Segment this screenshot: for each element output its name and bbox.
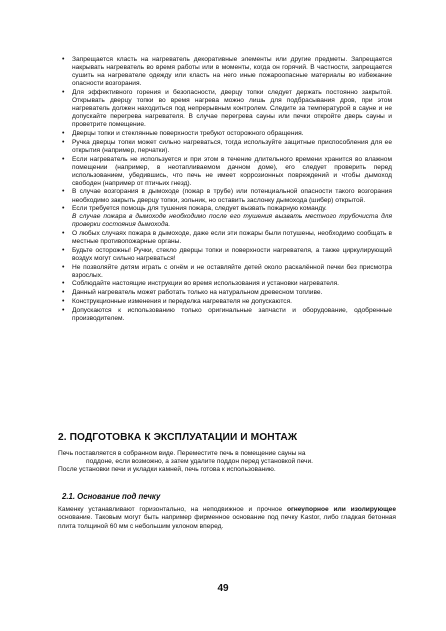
subsection-heading: 2.1. Основание под печку bbox=[62, 492, 161, 501]
bullet-icon: • bbox=[62, 130, 65, 138]
bullet-text: Данный нагреватель может работать только на натуральном древесном топливе. bbox=[72, 289, 323, 297]
bullet-icon: • bbox=[62, 56, 65, 63]
list-item bbox=[62, 230, 392, 246]
list-item bbox=[62, 280, 392, 288]
list-item bbox=[62, 139, 392, 155]
bullet-icon: • bbox=[62, 138, 65, 146]
subsection-bold-text: огнеупорное или изолирующее bbox=[286, 506, 396, 513]
bullet-icon: • bbox=[62, 289, 65, 297]
bullet-text: Дверцы топки и стеклянные поверхности требуют осторожного обращения. bbox=[72, 130, 304, 138]
bullet-text: Соблюдайте настоящие инструкции во время использования и установки нагревателя. bbox=[72, 280, 339, 288]
safety-bullet-list bbox=[62, 56, 392, 323]
list-item bbox=[62, 298, 392, 306]
bullet-text: Для эффективного горения и безопасности, дверцу топки следует держать постоянно закрытой. Открывать дверцу топки во время нагрева можно лишь для подбрасывания дров, при этом нагреватель должен находиться под непрерывным контролем. Следите за температурой в сауне и не допускайте перегрева нагревателя. В случае перегрева сауны или печки откройте дверь сауны и проветрите помещение. bbox=[72, 88, 392, 129]
bullet-text: Не позволяйте детям играть с огнём и не оставляйте детей около раскалённой печки без присмотра взрослых. bbox=[72, 263, 392, 279]
bullet-icon: • bbox=[62, 246, 65, 254]
list-item bbox=[62, 289, 392, 297]
bullet-text: Конструкционные изменения и переделка нагревателя не допускаются. bbox=[72, 297, 292, 305]
bullet-text: Допускаются к использованию только оригинальные запчасти и оборудование, одобренные производителем. bbox=[72, 306, 392, 322]
bullet-text: В случае возгорания в дымоходе (пожар в трубе) или потенциальной опасности такого возгорания необходимо закрыть дверцу топки, зольник, но оставить заслонку дымохода (шибер) открытой. bbox=[72, 188, 392, 204]
list-item bbox=[62, 89, 392, 129]
bullet-icon: • bbox=[62, 263, 65, 271]
subsection-text: основание. Таковым могут быть например фирменное основание под печку Kastor, либо гладкая бетонная плита толщиной 60 мм с небольшим уклоном вперед. bbox=[58, 514, 396, 530]
italic-note-text: В случае пожара в дымоходе необходимо после его тушения вызвать местного трубочиста для проверки состояния дымохода. bbox=[72, 213, 392, 229]
list-item bbox=[62, 307, 392, 323]
subsection-text: Каменку устанавливают горизонтально, на неподвижное и прочное bbox=[58, 506, 287, 513]
bullet-icon: • bbox=[62, 205, 65, 213]
list-item bbox=[62, 264, 392, 280]
section-paragraph-line: поддоне, если возможно, а затем удалите поддон перед установкой печи. bbox=[86, 458, 313, 466]
bullet-text: Если требуется помощь для тушения пожара, следует вызвать пожарную команду. bbox=[72, 205, 327, 213]
list-item bbox=[62, 56, 392, 88]
subsection-body bbox=[58, 506, 396, 531]
bullet-text: Ручка дверцы топки может сильно нагреваться, тогда используйте защитные приспособления для ее открытия (например, перчатки). bbox=[72, 138, 392, 154]
bullet-icon: • bbox=[62, 188, 65, 196]
bullet-icon: • bbox=[62, 306, 65, 314]
bullet-text: Будьте осторожны! Ручки, стекло дверцы топки и поверхности нагревателя, а также циркулирующий воздух могут сильно нагреваться! bbox=[72, 246, 392, 262]
list-item bbox=[62, 130, 392, 138]
bullet-text: Запрещается класть на нагреватель декоративные элементы или другие предметы. Запрещается накрывать нагреватель во время работы или в моменты, когда он горячий. В частности, запрещается сушить на нагревателе одежду или класть на него иные пожароопасные материалы во избежание опасности возгорания. bbox=[72, 56, 392, 88]
page-number: 49 bbox=[217, 583, 229, 594]
list-item bbox=[62, 188, 392, 204]
section-body bbox=[58, 450, 396, 475]
list-item bbox=[62, 247, 392, 263]
list-item bbox=[62, 156, 392, 188]
bullet-icon: • bbox=[62, 230, 65, 238]
bullet-text: О любых случаях пожара в дымоходе, даже если эти пожары были потушены, необходимо сообщать в местные противопожарные органы. bbox=[72, 230, 392, 246]
bullet-icon: • bbox=[62, 297, 65, 305]
section-paragraph-line: Печь поставляется в собранном виде. Переместите печь в помещение сауны на bbox=[58, 450, 306, 457]
bullet-icon: • bbox=[62, 280, 65, 288]
bullet-icon: • bbox=[62, 155, 65, 163]
bullet-icon: • bbox=[62, 88, 65, 96]
bullet-text: Если нагреватель не используется и при этом в течение длительного времени хранится во влажном помещении (например, в неотапливаемом дачном доме), его следует проверить перед использованием, убедившись, что печь не имеет коррозионных повреждений и чтобы дымоход свободен (например от птичьих гнезд). bbox=[72, 155, 392, 187]
section-paragraph-line: После установки печи и укладки камней, печь готова к использованию. bbox=[58, 466, 276, 474]
list-item bbox=[62, 205, 392, 229]
section-heading: 2. ПОДГОТОВКА К ЭКСПЛУАТАЦИИ И МОНТАЖ bbox=[58, 432, 298, 443]
